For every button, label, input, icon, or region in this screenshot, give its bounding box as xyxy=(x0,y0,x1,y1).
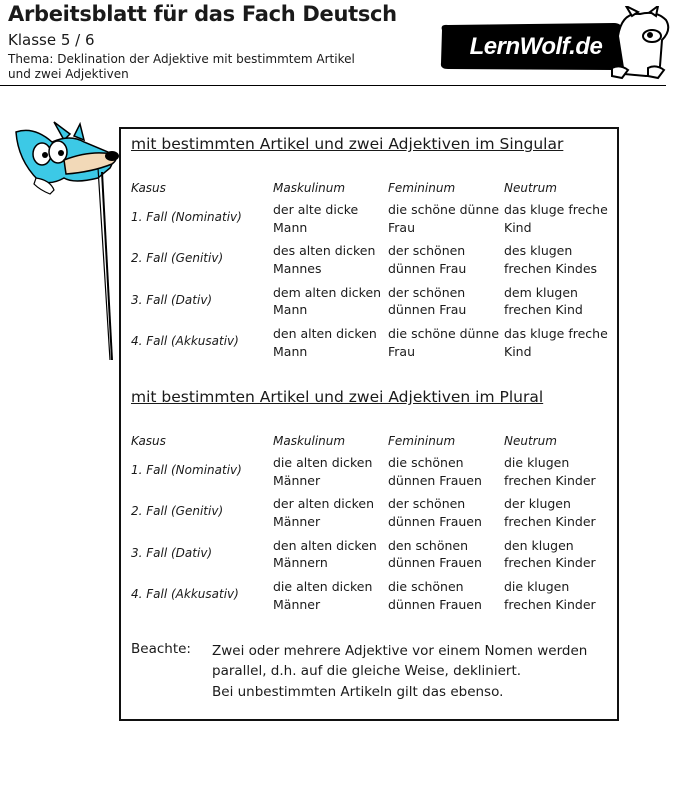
maskulinum-cell: den alten dicken Männern xyxy=(273,537,377,571)
femininum-cell: der schönen dünnen Frauen xyxy=(388,496,482,529)
femininum-cell: den schönen dünnen Frauen xyxy=(388,537,482,571)
kasus-cell: 2. Fall (Genitiv) xyxy=(131,251,224,266)
kasus-cell: 3. Fall (Dativ) xyxy=(131,545,213,560)
header-maskulinum: Maskulinum xyxy=(273,434,346,448)
kasus-cell: 4. Fall (Akkusativ) xyxy=(131,587,239,602)
kasus-cell: 2. Fall (Genitiv) xyxy=(131,504,224,519)
neutrum-cell: dem klugen frechen Kind xyxy=(504,284,583,318)
femininum-cell: die schönen dünnen Frauen xyxy=(388,579,482,612)
topic: Thema: Deklination der Adjektive mit bestimmtem Artikel und zwei Adjektiven xyxy=(8,52,355,81)
kasus-cell: 1. Fall (Nominativ) xyxy=(131,463,242,477)
header-divider xyxy=(0,85,666,86)
header-neutrum: Neutrum xyxy=(504,181,557,195)
note-line: parallel, d.h. auf die gleiche Weise, dekliniert. xyxy=(212,663,522,680)
plural-section-title: mit bestimmten Artikel und zwei Adjektiven im Plural xyxy=(131,388,544,406)
logo-text: LernWolf.de xyxy=(469,33,603,60)
femininum-cell: der schönen dünnen Frau xyxy=(388,284,467,318)
neutrum-cell: den klugen frechen Kinder xyxy=(504,537,596,571)
note-line: Zwei oder mehrere Adjektive vor einem Nomen werden xyxy=(212,643,588,659)
neutrum-cell: das kluge freche Kind xyxy=(504,326,608,359)
kasus-cell: 4. Fall (Akkusativ) xyxy=(131,334,239,349)
femininum-cell: die schönen dünnen Frauen xyxy=(388,455,482,488)
wolf-mascot-icon xyxy=(14,120,124,360)
header-femininum: Femininum xyxy=(388,434,456,448)
singular-section-title: mit bestimmten Artikel und zwei Adjektiven im Singular xyxy=(131,135,564,153)
neutrum-cell: das kluge freche Kind xyxy=(504,202,608,235)
header-maskulinum: Maskulinum xyxy=(273,181,346,195)
page-title: Arbeitsblatt für das Fach Deutsch xyxy=(8,2,397,26)
header-neutrum: Neutrum xyxy=(504,434,557,448)
note-label: Beachte: xyxy=(131,641,191,657)
neutrum-cell: die klugen frechen Kinder xyxy=(504,455,596,488)
class-level: Klasse 5 / 6 xyxy=(8,31,95,49)
maskulinum-cell: die alten dicken Männer xyxy=(273,455,373,488)
maskulinum-cell: den alten dicken Mann xyxy=(273,326,377,359)
femininum-cell: der schönen dünnen Frau xyxy=(388,243,467,276)
header-femininum: Femininum xyxy=(388,181,456,195)
note-line: Bei unbestimmten Artikeln gilt das ebenso. xyxy=(212,683,504,700)
maskulinum-cell: der alten dicken Männer xyxy=(273,496,375,529)
header-kasus: Kasus xyxy=(131,181,166,195)
maskulinum-cell: dem alten dicken Mann xyxy=(273,284,382,318)
neutrum-cell: die klugen frechen Kinder xyxy=(504,579,596,612)
femininum-cell: die schöne dünne Frau xyxy=(388,202,500,235)
maskulinum-cell: der alte dicke Mann xyxy=(273,202,359,235)
kasus-cell: 1. Fall (Nominativ) xyxy=(131,210,242,224)
neutrum-cell: des klugen frechen Kindes xyxy=(504,243,598,276)
femininum-cell: die schöne dünne Frau xyxy=(388,326,500,359)
maskulinum-cell: die alten dicken Männer xyxy=(273,579,373,612)
note-text xyxy=(212,641,607,702)
header-kasus: Kasus xyxy=(131,434,166,448)
maskulinum-cell: des alten dicken Mannes xyxy=(273,243,376,276)
neutrum-cell: der klugen frechen Kinder xyxy=(504,496,596,529)
kasus-cell: 3. Fall (Dativ) xyxy=(131,292,213,307)
